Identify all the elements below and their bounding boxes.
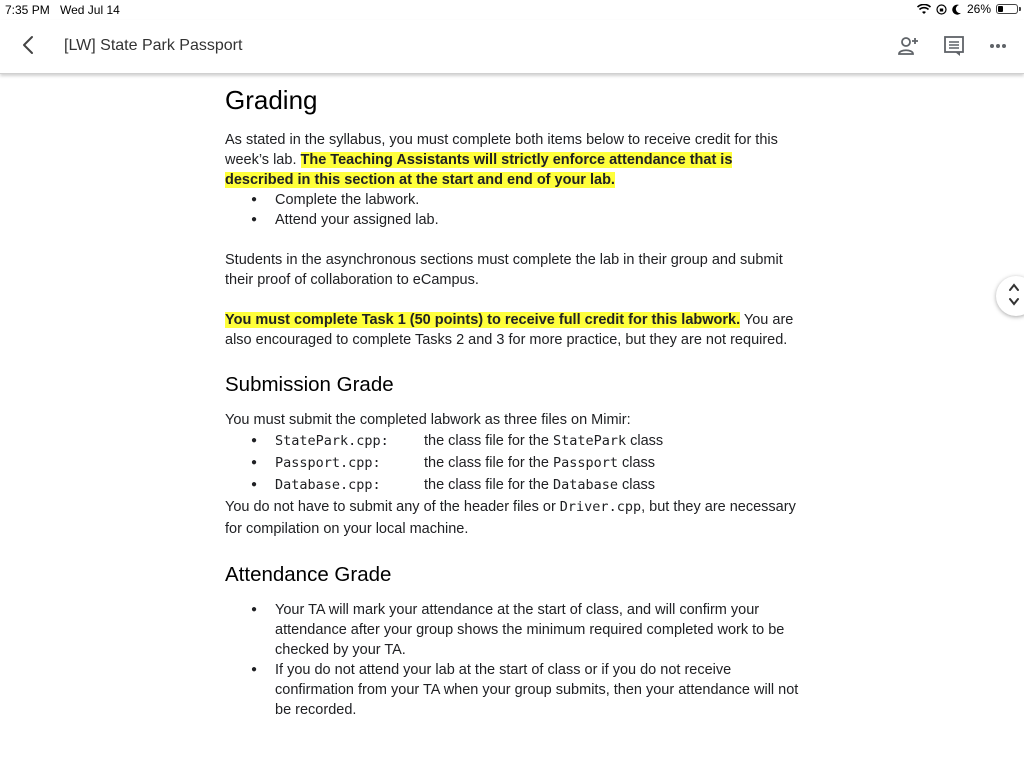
status-date: Wed Jul 14 bbox=[60, 3, 120, 17]
section-heading-submission: Submission Grade bbox=[225, 373, 394, 396]
status-indicators bbox=[917, 2, 1018, 16]
chevron-down-icon[interactable] bbox=[1007, 297, 1021, 307]
document-title: [LW] State Park Passport bbox=[64, 37, 243, 54]
orientation-lock-icon bbox=[936, 4, 947, 15]
comment-icon[interactable] bbox=[941, 33, 967, 59]
file-description: the class file for the Passport class bbox=[424, 455, 656, 471]
file-description: the class file for the Database class bbox=[424, 477, 656, 493]
list-item bbox=[225, 474, 803, 496]
file-name: ● StatePark.cpp: bbox=[275, 433, 389, 449]
status-bar bbox=[0, 0, 1024, 20]
document-body bbox=[225, 80, 803, 720]
intro-text: As stated in the syllabus, you must complete both items below to receive credit for this week’s lab. bbox=[225, 132, 778, 168]
battery-percent: 26% bbox=[966, 2, 991, 16]
task-paragraph bbox=[225, 310, 803, 350]
file-name: ● Database.cpp: bbox=[275, 477, 381, 493]
list-item bbox=[225, 452, 803, 474]
status-time: 7:35 PM bbox=[5, 3, 50, 17]
intro-highlight: The Teaching Assistants will strictly enforce attendance that is described in this section at the start and end of your lab. bbox=[225, 152, 733, 188]
list-item bbox=[225, 430, 803, 452]
list-item: ● Your TA will mark your attendance at the start of class, and will confirm your attendance after your group shows the minimum required completed work to be checked by your TA. bbox=[225, 600, 803, 660]
list-item: ● Attend your assigned lab. bbox=[225, 210, 803, 230]
wifi-icon bbox=[917, 4, 931, 15]
file-description: the class file for the StatePark class bbox=[424, 433, 664, 449]
more-options-icon[interactable] bbox=[985, 33, 1011, 59]
moon-icon bbox=[952, 4, 962, 15]
page-navigation-control[interactable] bbox=[996, 276, 1024, 316]
doc-toolbar bbox=[0, 20, 1024, 74]
section-heading-attendance: Attendance Grade bbox=[225, 563, 392, 586]
submission-intro: You must submit the completed labwork as three files on Mimir: bbox=[225, 412, 631, 428]
grading-requirements-list bbox=[225, 190, 803, 230]
back-chevron-icon[interactable] bbox=[17, 32, 39, 58]
list-item: ● Complete the labwork. bbox=[225, 190, 803, 210]
file-name: ● Passport.cpp: bbox=[275, 455, 381, 471]
task-highlight: You must complete Task 1 (50 points) to receive full credit for this labwork. bbox=[225, 312, 741, 328]
submission-files-list bbox=[225, 430, 803, 496]
list-item: ● If you do not attend your lab at the start of class or if you do not receive confirmation from your TA when your group submits, then your attendance will not be recorded. bbox=[225, 660, 803, 720]
battery-icon bbox=[996, 4, 1018, 14]
header-files-note: You do not have to submit any of the header files or Driver.cpp, but they are necessary for compilation on your local machine. bbox=[225, 499, 796, 537]
share-add-person-icon[interactable] bbox=[896, 33, 922, 59]
chevron-up-icon[interactable] bbox=[1007, 282, 1021, 292]
task-text: You are also encouraged to complete Tasks 2 and 3 for more practice, but they are not required. bbox=[225, 312, 794, 348]
intro-paragraph bbox=[225, 130, 803, 190]
section-heading-grading: Grading bbox=[225, 85, 318, 115]
async-paragraph: Students in the asynchronous sections must complete the lab in their group and submit their proof of collaboration to eCampus. bbox=[225, 252, 783, 288]
attendance-list bbox=[225, 600, 803, 720]
